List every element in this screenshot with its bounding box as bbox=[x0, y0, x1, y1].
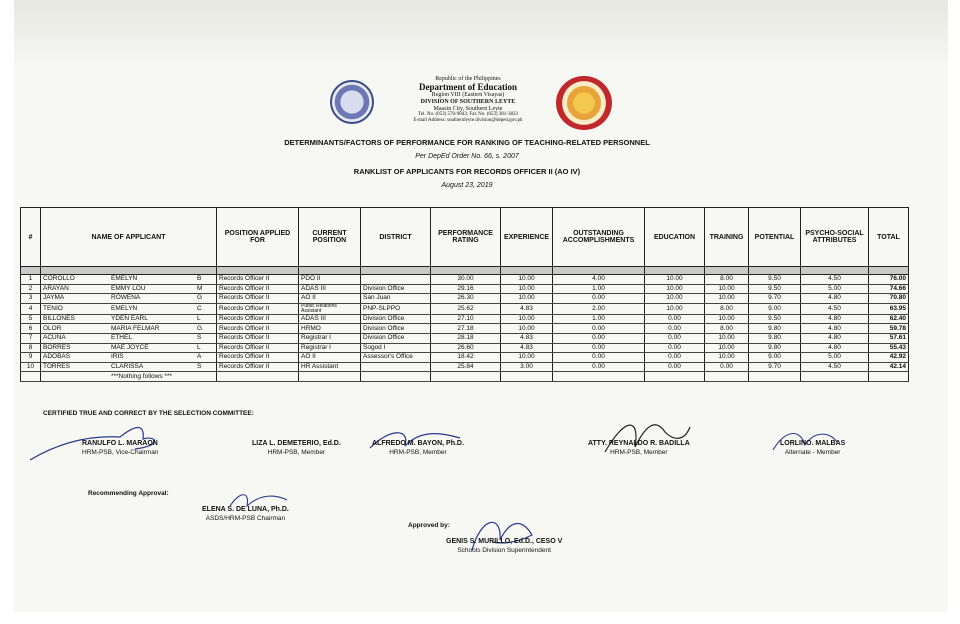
letterhead-line: Tel. No. (053) 570-9843; Fax No. (053) 381-3833 bbox=[418, 112, 518, 118]
cell-current: HRMO bbox=[299, 324, 361, 334]
letterhead-line: Maasin City, Southern Leyte bbox=[433, 105, 503, 112]
cell-outstanding: 0.00 bbox=[553, 324, 645, 334]
cell-education: 0.00 bbox=[645, 314, 705, 324]
cell-potential: 9.50 bbox=[749, 284, 801, 294]
cell-training: 8.00 bbox=[705, 324, 749, 334]
cell-training: 8.00 bbox=[705, 275, 749, 285]
cell-outstanding: 2.00 bbox=[553, 303, 645, 314]
cell-current: AO II bbox=[299, 353, 361, 363]
cell-education: 0.00 bbox=[645, 333, 705, 343]
cell-position: Records Officer II bbox=[217, 324, 299, 334]
applicant-middle-initial: G bbox=[197, 324, 203, 332]
cell-current: Registrar I bbox=[299, 343, 361, 353]
cell-name bbox=[41, 324, 217, 334]
cell-current: PDO II bbox=[299, 275, 361, 285]
cell-outstanding: 0.00 bbox=[553, 294, 645, 304]
cell-experience: 10.00 bbox=[501, 275, 553, 285]
cell-total: 42.14 bbox=[869, 362, 909, 372]
cell-total: 57.61 bbox=[869, 333, 909, 343]
cell-training: 10.00 bbox=[705, 353, 749, 363]
cell-experience: 4.83 bbox=[501, 303, 553, 314]
applicant-last-name: BORRES bbox=[43, 343, 71, 351]
nothing-follows-note: ***Nothing follows *** bbox=[41, 372, 217, 382]
col-header-experience: EXPERIENCE bbox=[501, 208, 553, 267]
approved-label: Approved by: bbox=[408, 522, 450, 529]
signatory-role: HRM-PSB, Vice-Chairman bbox=[82, 448, 159, 456]
cell-performance: 28.18 bbox=[431, 333, 501, 343]
cell-education: 10.00 bbox=[645, 303, 705, 314]
letterhead-line: Department of Education bbox=[419, 81, 517, 92]
cell-district bbox=[361, 362, 431, 372]
signatory-name: ELENA S. DE LUNA, Ph.D. bbox=[202, 506, 289, 513]
cell-potential: 9.50 bbox=[749, 275, 801, 285]
cell-education: 0.00 bbox=[645, 324, 705, 334]
applicant-last-name: TENIO bbox=[43, 304, 63, 312]
cell-empty bbox=[21, 372, 41, 382]
applicant-first-name: MARIA FELMAR bbox=[111, 324, 160, 332]
col-header-psycho: PSYCHO-SOCIAL ATTRIBUTES bbox=[801, 208, 869, 267]
cell-num: 8 bbox=[21, 343, 41, 353]
cell-district: San Juan bbox=[361, 294, 431, 304]
cell-total: 74.66 bbox=[869, 284, 909, 294]
cell-district: Sogod I bbox=[361, 343, 431, 353]
letterhead-line: DIVISION OF SOUTHERN LEYTE bbox=[420, 99, 516, 106]
cell-district: PNP-SLPPO bbox=[361, 303, 431, 314]
col-header-performance: PERFORMANCE RATING bbox=[431, 208, 501, 267]
cell-psycho: 5.00 bbox=[801, 353, 869, 363]
cell-current: Public Relations Assistant bbox=[299, 303, 361, 314]
signatory-role: HRM-PSB, Member bbox=[389, 448, 447, 456]
cell-empty bbox=[801, 372, 869, 382]
cell-training: 10.00 bbox=[705, 314, 749, 324]
cell-outstanding: 0.00 bbox=[553, 333, 645, 343]
cell-name bbox=[41, 362, 217, 372]
cell-position: Records Officer II bbox=[217, 303, 299, 314]
applicant-middle-initial: B bbox=[197, 275, 202, 283]
cell-total: 63.95 bbox=[869, 303, 909, 314]
cell-psycho: 5.00 bbox=[801, 284, 869, 294]
cell-potential: 9.00 bbox=[749, 303, 801, 314]
cell-experience: 10.00 bbox=[501, 294, 553, 304]
cell-num: 6 bbox=[21, 324, 41, 334]
signatory-role: HRM-PSB, Member bbox=[267, 448, 326, 456]
cell-position: Records Officer II bbox=[217, 343, 299, 353]
document-date: August 23, 2019 bbox=[441, 182, 493, 189]
applicant-first-name: CLARISSA bbox=[111, 363, 144, 371]
cell-position: Records Officer II bbox=[217, 284, 299, 294]
document-subtitle: RANKLIST OF APPLICANTS FOR RECORDS OFFICER II (AO IV) bbox=[353, 167, 581, 176]
applicant-middle-initial: L bbox=[197, 343, 201, 351]
cell-performance: 25.84 bbox=[431, 362, 501, 372]
signatory-name: GENIS S. MURILLO, Ed.D., CESO V bbox=[446, 538, 563, 545]
col-header-district: DISTRICT bbox=[361, 208, 431, 267]
applicant-last-name: ARAYAN bbox=[43, 284, 69, 292]
cell-outstanding: 1.00 bbox=[553, 314, 645, 324]
cell-experience: 10.00 bbox=[501, 353, 553, 363]
cell-empty bbox=[501, 372, 553, 382]
applicant-last-name: COROLLO bbox=[43, 275, 75, 283]
signatory-block bbox=[446, 538, 562, 555]
cell-performance: 18.42 bbox=[431, 353, 501, 363]
signatory-role: Schools Division Superintendent bbox=[457, 546, 551, 554]
cell-empty bbox=[299, 372, 361, 382]
applicant-middle-initial: L bbox=[197, 315, 201, 323]
applicant-middle-initial: M bbox=[197, 284, 203, 292]
scan-shadow bbox=[14, 0, 948, 70]
cell-psycho: 4.80 bbox=[801, 294, 869, 304]
cell-training: 0.00 bbox=[705, 362, 749, 372]
col-header-num: # bbox=[21, 208, 41, 267]
cell-outstanding: 4.00 bbox=[553, 275, 645, 285]
signatory-block bbox=[780, 440, 845, 457]
cell-psycho: 4.50 bbox=[801, 275, 869, 285]
applicant-middle-initial: G bbox=[197, 294, 203, 302]
cell-outstanding: 0.00 bbox=[553, 362, 645, 372]
cell-position: Records Officer II bbox=[217, 275, 299, 285]
letterhead bbox=[380, 76, 556, 123]
cell-num: 2 bbox=[21, 284, 41, 294]
table-row bbox=[21, 294, 909, 304]
applicant-first-name: EMELYN bbox=[111, 304, 138, 312]
cell-name bbox=[41, 294, 217, 304]
applicant-first-name: ROWENA bbox=[111, 294, 141, 302]
division-seal-logo bbox=[556, 76, 612, 130]
cell-education: 0.00 bbox=[645, 343, 705, 353]
cell-outstanding: 1.00 bbox=[553, 284, 645, 294]
applicant-first-name: ETHEL bbox=[111, 334, 132, 342]
cell-performance: 25.62 bbox=[431, 303, 501, 314]
applicant-last-name: OLOR bbox=[43, 324, 62, 332]
cell-experience: 10.00 bbox=[501, 284, 553, 294]
cell-total: 62.40 bbox=[869, 314, 909, 324]
recommending-label: Recommending Approval: bbox=[88, 490, 169, 497]
cell-empty bbox=[869, 372, 909, 382]
applicant-last-name: JAYMA bbox=[43, 294, 65, 302]
table-row bbox=[21, 314, 909, 324]
cell-performance: 27.18 bbox=[431, 324, 501, 334]
cell-training: 10.00 bbox=[705, 333, 749, 343]
cell-psycho: 4.50 bbox=[801, 362, 869, 372]
cell-education: 10.00 bbox=[645, 284, 705, 294]
signatory-role: HRM-PSB, Member bbox=[610, 448, 668, 456]
cell-num: 7 bbox=[21, 333, 41, 343]
cell-name bbox=[41, 343, 217, 353]
applicant-first-name: EMELYN bbox=[111, 275, 138, 283]
cell-potential: 9.70 bbox=[749, 362, 801, 372]
cell-position: Records Officer II bbox=[217, 362, 299, 372]
document-title: DETERMINANTS/FACTORS OF PERFORMANCE FOR RANKING OF TEACHING-RELATED PERSONNEL bbox=[284, 138, 650, 147]
signatory-role: ASDS/HRM-PSB Chairman bbox=[205, 514, 286, 522]
cell-experience: 4.83 bbox=[501, 343, 553, 353]
table-row bbox=[21, 284, 909, 294]
cell-district: Division Office bbox=[361, 333, 431, 343]
cell-total: 70.80 bbox=[869, 294, 909, 304]
cell-experience: 10.00 bbox=[501, 314, 553, 324]
applicant-middle-initial: S bbox=[197, 363, 202, 371]
table-body bbox=[21, 267, 909, 382]
table-gap-row bbox=[21, 267, 909, 275]
signatory-block bbox=[202, 506, 289, 523]
signatory-name: ATTY. REYNALDO R. BADILLA bbox=[588, 440, 690, 447]
cell-training: 8.00 bbox=[705, 303, 749, 314]
cell-name bbox=[41, 303, 217, 314]
cell-name bbox=[41, 314, 217, 324]
cell-name bbox=[41, 333, 217, 343]
table-row bbox=[21, 343, 909, 353]
signatory-name: RANULFO L. MARAON bbox=[82, 440, 158, 447]
cell-num: 1 bbox=[21, 275, 41, 285]
cell-potential: 9.80 bbox=[749, 333, 801, 343]
ranklist-table bbox=[20, 207, 909, 382]
cell-psycho: 4.80 bbox=[801, 333, 869, 343]
table-row bbox=[21, 333, 909, 343]
applicant-last-name: ACUÑA bbox=[43, 334, 66, 342]
table-row bbox=[21, 353, 909, 363]
cell-potential: 9.50 bbox=[749, 314, 801, 324]
document-order: Per DepEd Order No. 66, s. 2007 bbox=[415, 153, 519, 160]
cell-num: 3 bbox=[21, 294, 41, 304]
cell-psycho: 4.80 bbox=[801, 314, 869, 324]
applicant-first-name: EMMY LOU bbox=[111, 284, 146, 292]
cell-potential: 9.00 bbox=[749, 353, 801, 363]
cell-position: Records Officer II bbox=[217, 294, 299, 304]
signatory-block bbox=[252, 440, 341, 457]
cell-empty bbox=[431, 372, 501, 382]
applicant-first-name: MAE JOYCE bbox=[111, 343, 149, 351]
table-row bbox=[21, 303, 909, 314]
table-row bbox=[21, 362, 909, 372]
applicant-last-name: BILLONES bbox=[43, 315, 75, 323]
cell-district: Assessor's Office bbox=[361, 353, 431, 363]
applicant-first-name: YDEN EARL bbox=[111, 315, 148, 323]
cell-name bbox=[41, 275, 217, 285]
deped-seal-logo bbox=[330, 80, 374, 124]
cell-name bbox=[41, 353, 217, 363]
cell-performance: 26.30 bbox=[431, 294, 501, 304]
cell-position: Records Officer II bbox=[217, 353, 299, 363]
cell-outstanding: 0.00 bbox=[553, 353, 645, 363]
cell-education: 10.00 bbox=[645, 294, 705, 304]
signatory-block bbox=[372, 440, 464, 457]
cell-education: 10.00 bbox=[645, 275, 705, 285]
table-footer-row bbox=[21, 372, 909, 382]
signatory-block bbox=[588, 440, 690, 457]
cell-psycho: 4.50 bbox=[801, 303, 869, 314]
table-row bbox=[21, 324, 909, 334]
cell-education: 0.00 bbox=[645, 362, 705, 372]
col-header-position: POSITION APPLIED FOR bbox=[217, 208, 299, 267]
col-header-training: TRAINING bbox=[705, 208, 749, 267]
signatory-block bbox=[82, 440, 158, 457]
cell-num: 9 bbox=[21, 353, 41, 363]
cell-empty bbox=[645, 372, 705, 382]
cell-district: Division Office bbox=[361, 284, 431, 294]
letterhead-line: Republic of the Philippines bbox=[435, 76, 501, 82]
cell-training: 10.00 bbox=[705, 294, 749, 304]
cell-position: Records Officer II bbox=[217, 314, 299, 324]
signatory-name: LORLINO. MALBAS bbox=[780, 440, 846, 447]
cell-empty bbox=[553, 372, 645, 382]
cell-training: 10.00 bbox=[705, 284, 749, 294]
applicant-first-name: IRIS bbox=[111, 353, 124, 361]
cell-num: 10 bbox=[21, 362, 41, 372]
cell-experience: 3.00 bbox=[501, 362, 553, 372]
col-header-name: NAME OF APPLICANT bbox=[41, 208, 217, 267]
col-header-potential: POTENTIAL bbox=[749, 208, 801, 267]
cell-current: AO II bbox=[299, 294, 361, 304]
cell-total: 76.00 bbox=[869, 275, 909, 285]
col-header-current: CURRENT POSITION bbox=[299, 208, 361, 267]
cell-district bbox=[361, 275, 431, 285]
cell-empty bbox=[361, 372, 431, 382]
cell-potential: 9.80 bbox=[749, 324, 801, 334]
cell-performance: 27.10 bbox=[431, 314, 501, 324]
cell-num: 4 bbox=[21, 303, 41, 314]
cell-psycho: 4.80 bbox=[801, 324, 869, 334]
cell-performance: 29.16 bbox=[431, 284, 501, 294]
cell-district: Division Office bbox=[361, 314, 431, 324]
cell-potential: 9.70 bbox=[749, 294, 801, 304]
applicant-last-name: ADOBAS bbox=[43, 353, 71, 361]
cell-total: 42.92 bbox=[869, 353, 909, 363]
cell-current: ADAS III bbox=[299, 284, 361, 294]
applicant-middle-initial: S bbox=[197, 334, 202, 342]
cell-total: 59.78 bbox=[869, 324, 909, 334]
cell-potential: 9.80 bbox=[749, 343, 801, 353]
cell-district: Division Office bbox=[361, 324, 431, 334]
cell-current: HR Assistant bbox=[299, 362, 361, 372]
applicant-middle-initial: A bbox=[197, 353, 202, 361]
cell-experience: 10.00 bbox=[501, 324, 553, 334]
cell-num: 5 bbox=[21, 314, 41, 324]
cell-empty bbox=[749, 372, 801, 382]
cell-current: Registrar I bbox=[299, 333, 361, 343]
col-header-education: EDUCATION bbox=[645, 208, 705, 267]
cell-performance: 26.60 bbox=[431, 343, 501, 353]
cell-total: 55.43 bbox=[869, 343, 909, 353]
col-header-outstanding: OUTSTANDING ACCOMPLISHMENTS bbox=[553, 208, 645, 267]
cell-outstanding: 0.00 bbox=[553, 343, 645, 353]
letterhead-line: Region VIII (Eastern Visayas) bbox=[431, 92, 505, 99]
letterhead-line: E-mail Address: southernleyte.division@deped.gov.ph bbox=[413, 117, 523, 123]
signatory-name: LIZA L. DEMETERIO, Ed.D. bbox=[252, 440, 341, 447]
cell-education: 0.00 bbox=[645, 353, 705, 363]
cell-experience: 4.83 bbox=[501, 333, 553, 343]
cell-training: 10.00 bbox=[705, 343, 749, 353]
signatory-role: Alternate - Member bbox=[784, 448, 841, 456]
applicant-middle-initial: C bbox=[197, 304, 202, 312]
signatory-name: ALFREDO M. BAYON, Ph.D. bbox=[372, 440, 464, 447]
cell-empty bbox=[705, 372, 749, 382]
cell-psycho: 4.80 bbox=[801, 343, 869, 353]
certified-text: CERTIFIED TRUE AND CORRECT BY THE SELECTION COMMITTEE: bbox=[43, 410, 254, 417]
table-header-row bbox=[21, 208, 909, 267]
cell-current: ADAS III bbox=[299, 314, 361, 324]
cell-empty bbox=[217, 372, 299, 382]
cell-position: Records Officer II bbox=[217, 333, 299, 343]
applicant-last-name: TORRES bbox=[43, 363, 70, 371]
cell-name bbox=[41, 284, 217, 294]
table-row bbox=[21, 275, 909, 285]
col-header-total: TOTAL bbox=[869, 208, 909, 267]
cell-performance: 30.00 bbox=[431, 275, 501, 285]
